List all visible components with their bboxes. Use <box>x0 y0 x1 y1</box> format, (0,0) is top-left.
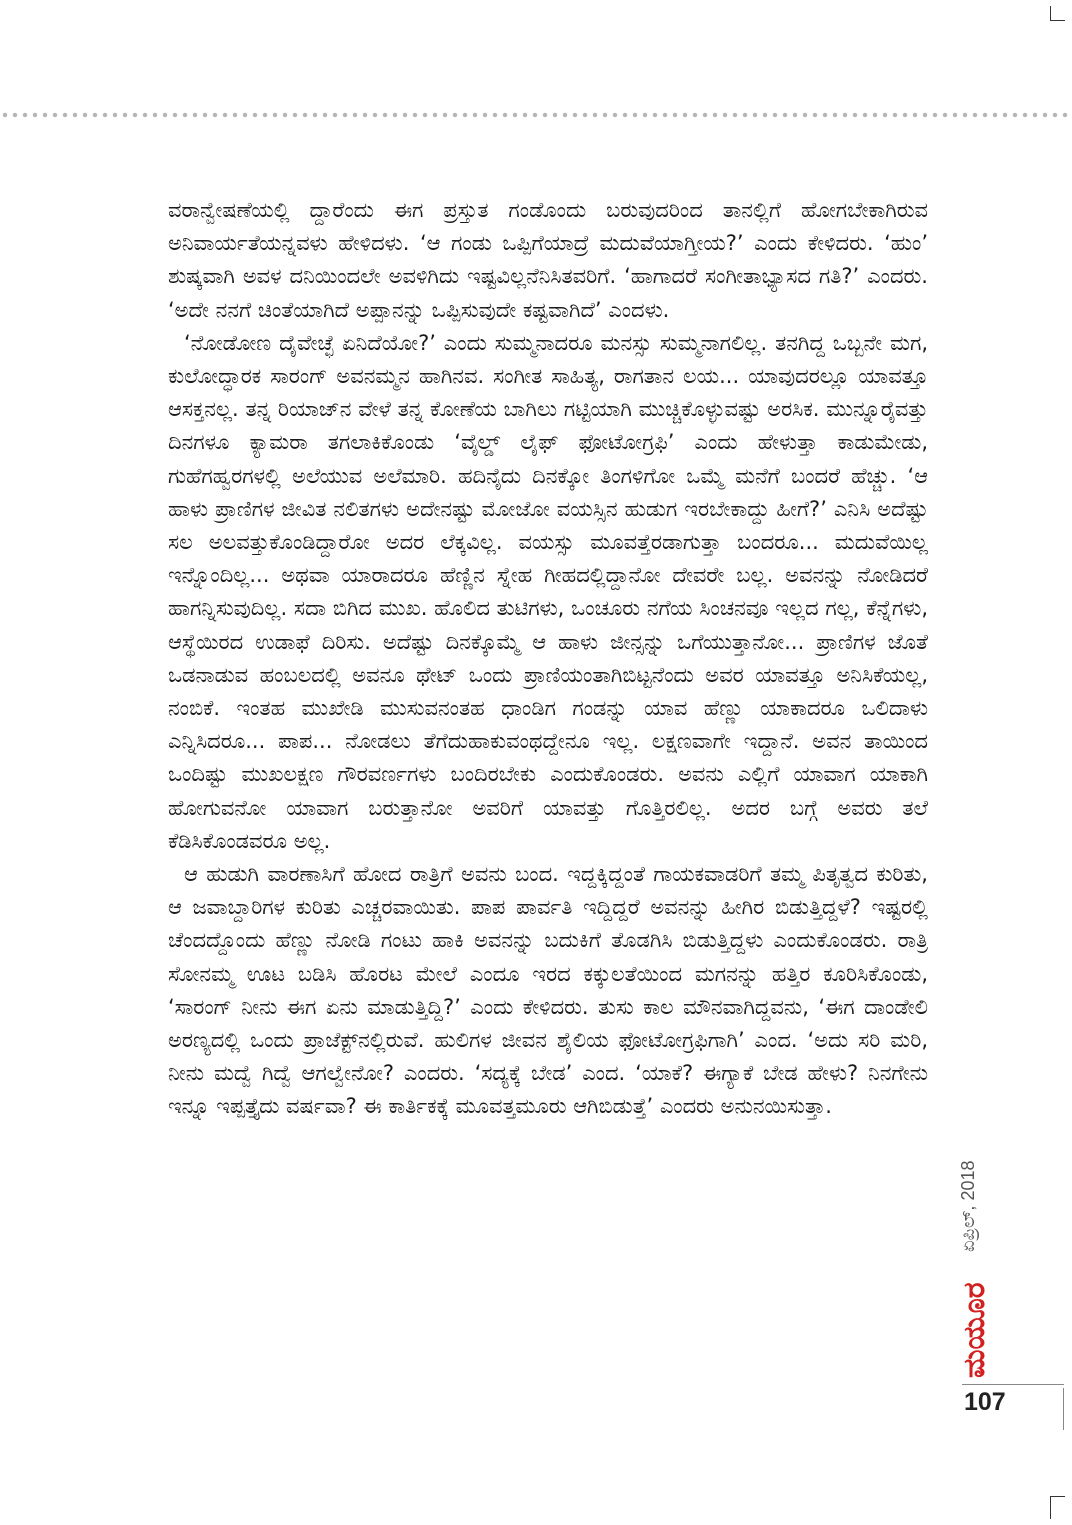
magazine-logo: ಮಯೂರ <box>957 1282 992 1378</box>
article-body <box>168 194 928 1124</box>
crop-mark-top <box>1050 6 1065 21</box>
folio-rule <box>962 1384 1064 1385</box>
folio-vertical-rule <box>1063 1388 1064 1430</box>
issue-date: ಏಪ್ರಿಲ್, 2018 <box>958 1160 978 1252</box>
crop-mark-bottom <box>1050 1496 1065 1519</box>
page-number: 107 <box>964 1388 1006 1416</box>
paragraph-2: ‘ನೋಡೋಣ ದೈವೇಚ್ಛೆ ಏನಿದೆಯೋ?’ ಎಂದು ಸುಮ್ಮನಾದರೂ ಮನಸ್ಸು ಸುಮ್ಮನಾಗಲಿಲ್ಲ. ತನಗಿದ್ದ ಒಬ್ಬನೇ ಮಗ, ಕುಲೋದ್ಧಾರಕ ಸಾರಂಗ್ ಅವನಮ್ಮನ ಹಾಗಿನವ. ಸಂಗೀತ ಸಾಹಿತ್ಯ, ರಾಗತಾನ ಲಯ... ಯಾವುದರಲ್ಲೂ ಯಾವತ್ತೂ ಆಸಕ್ತನಲ್ಲ. ತನ್ನ ರಿಯಾಜ್‌ನ ವೇಳೆ ತನ್ನ ಕೋಣೆಯ ಬಾಗಿಲು ಗಟ್ಟಿಯಾಗಿ ಮುಚ್ಚಿಕೊಳ್ಳುವಷ್ಟು ಅರಸಿಕ. ಮುನ್ನೂರೈವತ್ತು ದಿನಗಳೂ ಕ್ಯಾಮರಾ ತಗಲಾಕಿಕೊಂಡು ‘ವೈಲ್ಡ್ ಲೈಫ್ ಫೋಟೋಗ್ರಫಿ’ ಎಂದು ಹೇಳುತ್ತಾ ಕಾಡುಮೇಡು, ಗುಹೆಗಹ್ವರಗಳಲ್ಲಿ ಅಲೆಯುವ ಅಲೆಮಾರಿ. ಹದಿನೈದು ದಿನಕ್ಕೋ ತಿಂಗಳಿಗೋ ಒಮ್ಮೆ ಮನೆಗೆ ಬಂದರೆ ಹೆಚ್ಚು. ‘ಆ ಹಾಳು ಪ್ರಾಣಿಗಳ ಜೀವಿತ ನಲಿತಗಳು ಅದೇನಷ್ಟು ಮೋಜೋ ವಯಸ್ಸಿನ ಹುಡುಗ ಇರಬೇಕಾದ್ದು ಹೀಗೆ?’ ಎನಿಸಿ ಅದೆಷ್ಟು ಸಲ ಅಲವತ್ತುಕೊಂಡಿದ್ದಾರೋ ಅದರ ಲೆಕ್ಕವಿಲ್ಲ. ವಯಸ್ಸು ಮೂವತ್ತೆರಡಾಗುತ್ತಾ ಬಂದರೂ... ಮದುವೆಯಿಲ್ಲ ಇನ್ನೊಂದಿಲ್ಲ... ಅಥವಾ ಯಾರಾದರೂ ಹೆಣ್ಣಿನ ಸ್ನೇಹ ಗೀಹದಲ್ಲಿದ್ದಾನೋ ದೇವರೇ ಬಲ್ಲ. ಅವನನ್ನು ನೋಡಿದರೆ ಹಾಗನ್ನಿಸುವುದಿಲ್ಲ. ಸದಾ ಬಿಗಿದ ಮುಖ. ಹೊಲಿದ ತುಟಿಗಳು, ಒಂಚೂರು ನಗೆಯ ಸಿಂಚನವೂ ಇಲ್ಲದ ಗಲ್ಲ, ಕೆನ್ನೆಗಳು, ಆಸ್ಥೆಯಿರದ ಉಡಾಫೆ ದಿರಿಸು. ಅದೆಷ್ಟು ದಿನಕ್ಕೊಮ್ಮೆ ಆ ಹಾಳು ಜೀನ್ಸನ್ನು ಒಗೆಯುತ್ತಾನೋ... ಪ್ರಾಣಿಗಳ ಜೊತೆ ಒಡನಾಡುವ ಹಂಬಲದಲ್ಲಿ ಅವನೂ ಥೇಟ್ ಒಂದು ಪ್ರಾಣಿಯಂತಾಗಿಬಿಟ್ಟನೆಂದು ಅವರ ಯಾವತ್ತೂ ಅನಿಸಿಕೆಯಲ್ಲ, ನಂಬಿಕೆ. ಇಂತಹ ಮುಖೇಡಿ ಮುಸುವನಂತಹ ಧಾಂಡಿಗ ಗಂಡನ್ನು ಯಾವ ಹೆಣ್ಣು ಯಾಕಾದರೂ ಒಲಿದಾಳು ಎನ್ನಿಸಿದರೂ... ಪಾಪ... ನೋಡಲು ತೆಗೆದುಹಾಕುವಂಥದ್ದೇನೂ ಇಲ್ಲ. ಲಕ್ಷಣವಾಗೇ ಇದ್ದಾನೆ. ಅವನ ತಾಯಿಂದ ಒಂದಿಷ್ಟು ಮುಖಲಕ್ಷಣ ಗೌರವರ್ಣಗಳು ಬಂದಿರಬೇಕು ಎಂದುಕೊಂಡರು. ಅವನು ಎಲ್ಲಿಗೆ ಯಾವಾಗ ಯಾಕಾಗಿ ಹೋಗುವನೋ ಯಾವಾಗ ಬರುತ್ತಾನೋ ಅವರಿಗೆ ಯಾವತ್ತು ಗೊತ್ತಿರಲಿಲ್ಲ. ಅದರ ಬಗ್ಗೆ ಅವರು ತಲೆ ಕೆಡಿಸಿಕೊಂಡವರೂ ಅಲ್ಲ. <box>168 330 928 853</box>
dotted-divider <box>0 112 1072 118</box>
paragraph-1: ವರಾನ್ವೇಷಣೆಯಲ್ಲಿ ದ್ದಾರೆಂದು ಈಗ ಪ್ರಸ್ತುತ ಗಂಡೊಂದು ಬರುವುದರಿಂದ ತಾನಲ್ಲಿಗೆ ಹೋಗಬೇಕಾಗಿರುವ ಅನಿವಾರ್ಯತೆಯನ್ನವಳು ಹೇಳಿದಳು. ‘ಆ ಗಂಡು ಒಪ್ಪಿಗೆಯಾದ್ರೆ ಮದುವೆಯಾಗ್ತೀಯ?’ ಎಂದು ಕೇಳಿದರು. ‘ಹುಂ’ ಶುಷ್ಕವಾಗಿ ಅವಳ ದನಿಯಿಂದಲೇ ಅವಳಿಗಿದು ಇಷ್ಟವಿಲ್ಲನೆನಿಸಿತವರಿಗೆ. ‘ಹಾಗಾದರೆ ಸಂಗೀತಾಭ್ಯಾಸದ ಗತಿ?’ ಎಂದರು. ‘ಅದೇ ನನಗೆ ಚಿಂತೆಯಾಗಿದೆ ಅಪ್ಪಾನನ್ನು ಒಪ್ಪಿಸುವುದೇ ಕಷ್ಟವಾಗಿದೆ’ ಎಂದಳು. <box>168 198 928 322</box>
paragraph-3: ಆ ಹುಡುಗಿ ವಾರಣಾಸಿಗೆ ಹೋದ ರಾತ್ರಿಗೆ ಅವನು ಬಂದ. ಇದ್ದಕ್ಕಿದ್ದಂತೆ ಗಾಯಕವಾಡರಿಗೆ ತಮ್ಮ ಪಿತೃತ್ವದ ಕುರಿತು, ಆ ಜವಾಬ್ದಾರಿಗಳ ಕುರಿತು ಎಚ್ಚರವಾಯಿತು. ಪಾಪ ಪಾರ್ವತಿ ಇದ್ದಿದ್ದರೆ ಅವನನ್ನು ಹೀಗಿರ ಬಿಡುತ್ತಿದ್ದಳೆ? ಇಷ್ಟರಲ್ಲಿ ಚೆಂದದ್ದೊಂದು ಹೆಣ್ಣು ನೋಡಿ ಗಂಟು ಹಾಕಿ ಅವನನ್ನು ಬದುಕಿಗೆ ತೊಡಗಿಸಿ ಬಿಡುತ್ತಿದ್ದಳು ಎಂದುಕೊಂಡರು. ರಾತ್ರಿ ಸೋನಮ್ಮ ಊಟ ಬಡಿಸಿ ಹೊರಟ ಮೇಲೆ ಎಂದೂ ಇರದ ಕಕ್ಕುಲತೆಯಿಂದ ಮಗನನ್ನು ಹತ್ತಿರ ಕೂರಿಸಿಕೊಂಡು, ‘ಸಾರಂಗ್ ನೀನು ಈಗ ಏನು ಮಾಡುತ್ತಿದ್ದಿ?’ ಎಂದು ಕೇಳಿದರು. ತುಸು ಕಾಲ ಮೌನವಾಗಿದ್ದವನು, ‘ಈಗ ದಾಂಡೇಲಿ ಅರಣ್ಯದಲ್ಲಿ ಒಂದು ಪ್ರಾಜೆಕ್ಟ್‌ನಲ್ಲಿರುವೆ. ಹುಲಿಗಳ ಜೀವನ ಶೈಲಿಯ ಫೋಟೋಗ್ರಫಿಗಾಗಿ’ ಎಂದ. ‘ಅದು ಸರಿ ಮರಿ, ನೀನು ಮದ್ವೆ ಗಿದ್ವೆ ಆಗಲ್ವೇನೋ? ಎಂದರು. ‘ಸದ್ಯಕ್ಕೆ ಬೇಡ’ ಎಂದ. ‘ಯಾಕೆ? ಈಗ್ಯಾಕೆ ಬೇಡ ಹೇಳು? ನಿನಗೇನು ಇನ್ನೂ ಇಪ್ಪತ್ತೈದು ವರ್ಷವಾ? ಈ ಕಾರ್ತಿಕಕ್ಕೆ ಮೂವತ್ತಮೂರು ಆಗಿಬಿಡುತ್ತೆ’ ಎಂದರು ಅನುನಯಿಸುತ್ತಾ. <box>168 862 928 1119</box>
